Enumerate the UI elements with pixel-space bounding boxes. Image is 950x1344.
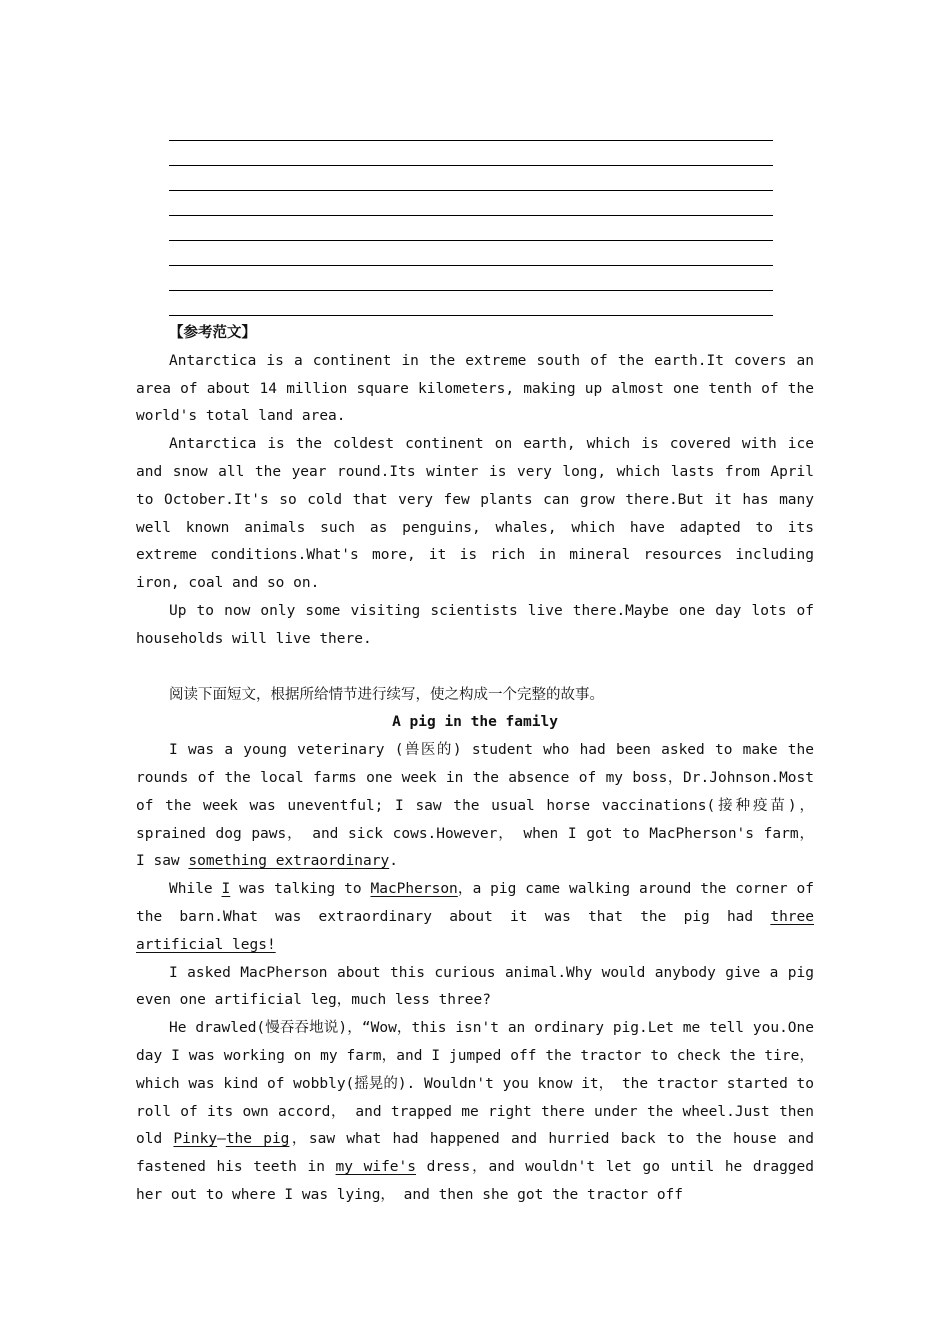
writing-line: [169, 265, 773, 266]
underlined-phrase: MacPherson: [370, 881, 458, 898]
story-text: dress，and wouldn't let go until he dragged her out to where I was lying， and then she got the tractor off: [136, 1159, 814, 1203]
underlined-phrase: something extraordinary: [188, 853, 390, 870]
writing-line: [169, 215, 773, 216]
reference-paragraph-2: Antarctica is the coldest continent on earth, which is covered with ice and snow all the year round.Its winter is very long, which lasts from April to October.It's so cold that very few plants can grow there.But it has many well known animals such as penguins, whales, which have adapted to its extreme conditions.What's more, it is rich in mineral resources including iron, coal and so on.: [136, 436, 814, 592]
underlined-phrase: my wife's: [335, 1159, 416, 1176]
writing-line: [169, 240, 773, 241]
writing-line: [169, 165, 773, 166]
story-paragraph-2: [136, 876, 814, 959]
story-text: While: [169, 881, 222, 898]
writing-lines: [169, 140, 773, 340]
story-paragraph-4: [136, 1015, 814, 1210]
writing-line: [169, 315, 773, 316]
underlined-phrase: Pinky: [173, 1131, 218, 1148]
task-instruction: 阅读下面短文，根据所给情节进行续写，使之构成一个完整的故事。: [169, 686, 604, 703]
writing-line: [169, 190, 773, 191]
document-body: [136, 320, 814, 1210]
story-text: was talking to: [230, 881, 371, 898]
reference-heading: 【参考范文】: [169, 325, 256, 341]
section-gap: [136, 654, 814, 682]
reference-paragraph-1: Antarctica is a continent in the extreme south of the earth.It covers an area of about 14 million square kilometers, making up almost one tenth of the world's total land area.: [136, 352, 814, 425]
reference-paragraph-3: Up to now only some visiting scientists live there.Maybe one day lots of households will live there.: [136, 602, 814, 647]
story-paragraph-3: I asked MacPherson about this curious animal.Why would anybody give a pig even one artificial leg，much less three?: [136, 964, 814, 1009]
story-text: He drawled(慢吞吞地说)，“Wow，this isn't an ordinary pig.Let me tell you.One day I was working on my farm，and I jumped off the tractor to check the tire， which was kind of wobbly(摇晃的). Wouldn't you know it， the tractor started to roll of its own accord， and trapped me right there under the wheel.Just then old: [136, 1020, 814, 1148]
writing-line: [169, 290, 773, 291]
story-paragraph-1: [136, 737, 814, 876]
story-title: A pig in the family: [392, 714, 558, 731]
story-text: ，a pig came walking around the corner of the barn.What was extraordinary about it was that the pig had: [136, 881, 814, 925]
story-text: ，saw what had happened and hurried back to the house and fastened his teeth in: [136, 1131, 815, 1176]
story-text: —: [217, 1131, 226, 1148]
writing-line: [169, 140, 773, 141]
underlined-phrase: the pig: [225, 1131, 290, 1148]
underlined-phrase: three artificial legs!: [136, 908, 814, 953]
story-text: .: [389, 853, 398, 870]
underlined-phrase: I: [221, 881, 231, 898]
story-text: I was a young veterinary (兽医的) student who had been asked to make the rounds of the local farms one week in the absence of my boss，Dr.Johnson.Most of the week was uneventful; I saw the usual horse vaccinations(接种疫苗)，sprained dog paws， and sick cows.However， when I got to MacPherson's farm， I saw: [136, 742, 814, 870]
